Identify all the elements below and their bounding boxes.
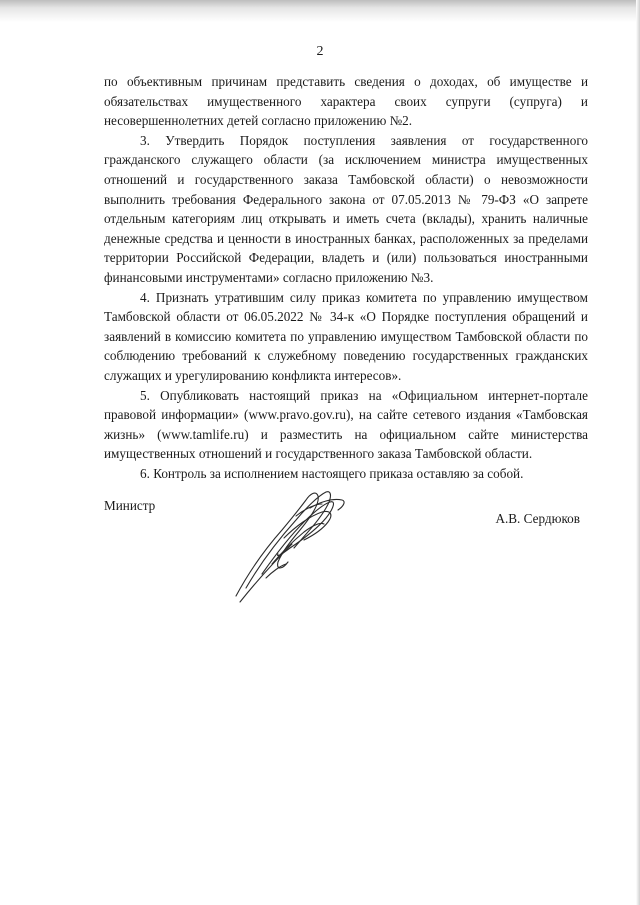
scan-top-edge — [0, 0, 640, 22]
handwritten-signature — [226, 478, 356, 608]
paragraph-item-6: 6. Контроль за исполнением настоящего приказа оставляю за собой. — [140, 465, 524, 481]
scan-right-edge — [636, 0, 640, 905]
paragraph-item-3: 3. Утвердить Порядок поступления заявления от государственного гражданского служащего области (за исключением министра имущественных отношений и государственного заказа Тамбовской области) о невозможности выполнить требования Федерального закона от 07.05.2013 № 79-ФЗ «О запрете отдельным категориям лиц открывать и иметь счета (вклады), хранить наличные денежные средства и ценности в иностранных банках, расположенных за пределами территории Российской Федерации, владеть и (или) пользоваться иностранными финансовыми инструментами» согласно приложению №3. — [104, 132, 588, 285]
signer-name: А.В. Сердюков — [495, 511, 580, 526]
page-number: 2 — [316, 44, 324, 59]
document-body — [104, 72, 588, 483]
paragraph-item-4: 4. Признать утратившим силу приказ комитета по управлению имуществом Тамбовской области от 06.05.2022 № 34-к «О Порядке поступления обращений и заявлений в комиссию комитета по управлению имуществом Тамбовской области по соблюдению требований к служебному поведению государственных гражданских служащих и урегулированию конфликта интересов». — [104, 289, 588, 383]
paragraph-continuation: по объективным причинам представить сведения о доходах, об имуществе и обязательствах имущественного характера своих супруги (супруга) и несовершеннолетних детей согласно приложению №2. — [104, 74, 588, 129]
paragraph-item-5: 5. Опубликовать настоящий приказ на «Официальном интернет-портале правовой информации» (www.pravo.gov.ru), на сайте сетевого издания «Тамбовская жизнь» (www.tamlife.ru) и разместить на официальном сайте министерства имущественных отношений и государственного заказа Тамбовской области. — [104, 387, 588, 462]
signer-role: Министр — [104, 498, 156, 513]
